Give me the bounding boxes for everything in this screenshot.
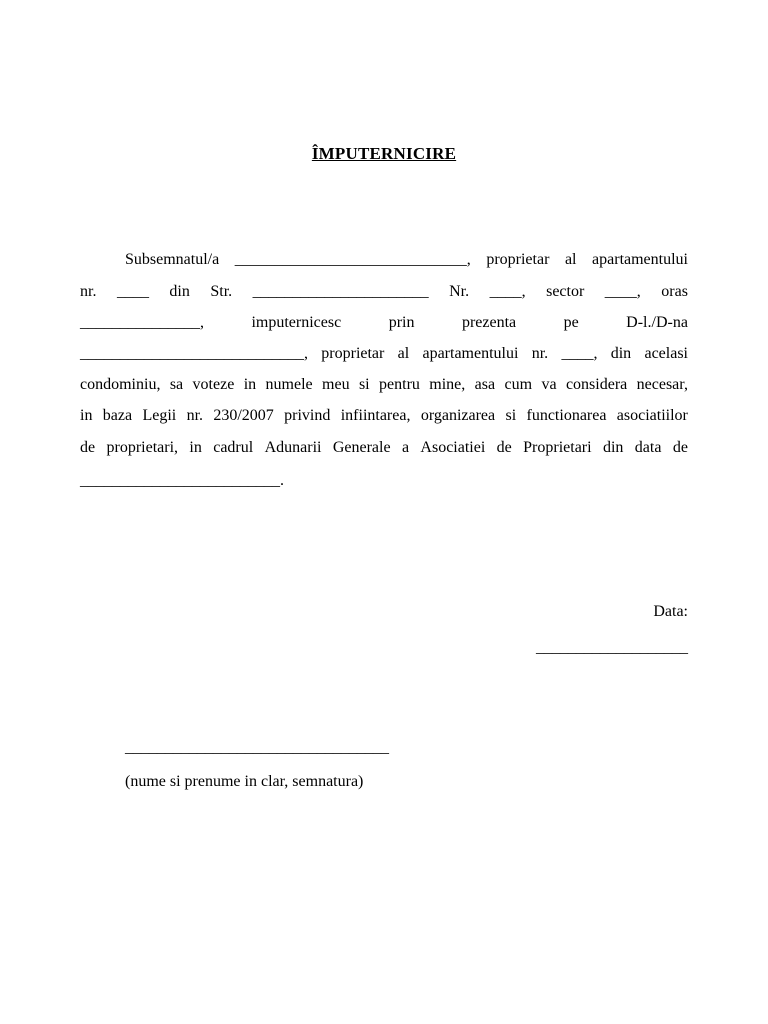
word: Generale <box>332 439 391 456</box>
word: meu <box>322 376 350 393</box>
word: al <box>397 345 410 362</box>
word: sa <box>169 376 184 393</box>
word: 230/2007 <box>213 407 274 424</box>
word: in <box>189 439 202 456</box>
word: asa <box>474 376 496 393</box>
word: ____, <box>604 283 641 300</box>
word: asociatiilor <box>616 407 688 424</box>
word: privind <box>284 407 331 424</box>
word: proprietari, <box>106 439 179 456</box>
word: in <box>243 376 257 393</box>
word: prin <box>388 314 415 331</box>
word: Proprietari <box>523 439 592 456</box>
word: din <box>169 283 190 300</box>
paragraph-line <box>80 406 688 426</box>
word: de <box>672 439 688 456</box>
word: de <box>496 439 512 456</box>
word: cum <box>504 376 533 393</box>
word: necesar, <box>636 376 688 393</box>
word: din <box>602 439 624 456</box>
word: ____, <box>561 345 598 362</box>
word: oras <box>661 283 688 300</box>
word: pentru <box>379 376 420 393</box>
word: mine, <box>429 376 466 393</box>
word: functionarea <box>526 407 607 424</box>
word: cadrul <box>213 439 254 456</box>
word: data <box>634 439 662 456</box>
date-blank-line: ___________________ <box>536 639 688 656</box>
word: nr. <box>80 283 97 300</box>
word: si <box>505 407 517 424</box>
signature-line: _________________________________ <box>125 739 389 756</box>
paragraph-line <box>125 250 688 270</box>
word: proprietar <box>321 345 385 362</box>
word: din <box>610 345 632 362</box>
word: _____________________________, <box>234 251 471 268</box>
word: ______________________ <box>252 283 429 300</box>
word: proprietar <box>486 251 550 268</box>
word: Nr. <box>449 283 470 300</box>
word: infiintarea, <box>340 407 411 424</box>
word: al <box>564 251 577 268</box>
word: organizarea <box>420 407 496 424</box>
word: Adunarii <box>264 439 322 456</box>
document-last-line: _________________________. <box>80 472 284 489</box>
word: va <box>541 376 557 393</box>
paragraph-line <box>80 344 688 364</box>
word: sector <box>546 283 585 300</box>
word: apartamentului <box>422 345 519 362</box>
word: ____ <box>116 283 149 300</box>
word: pe <box>563 314 579 331</box>
paragraph-line <box>80 282 688 302</box>
word: in <box>80 407 93 424</box>
word: si <box>358 376 370 393</box>
word: nr. <box>186 407 204 424</box>
word: numele <box>265 376 313 393</box>
word: imputernicesc <box>251 314 342 331</box>
word: Asociatiei <box>420 439 486 456</box>
word: baza <box>102 407 133 424</box>
word: condominiu, <box>80 376 161 393</box>
paragraph-line <box>80 313 688 333</box>
word: Legii <box>142 407 177 424</box>
word: Subsemnatul/a <box>125 251 220 268</box>
word: acelasi <box>644 345 688 362</box>
word: ____________________________, <box>80 345 308 362</box>
word: de <box>80 439 96 456</box>
word: voteze <box>192 376 235 393</box>
word: ____, <box>489 283 526 300</box>
date-label: Data: <box>653 603 688 620</box>
word: Str. <box>210 283 233 300</box>
word: considera <box>565 376 628 393</box>
word: _______________, <box>80 314 204 331</box>
word: apartamentului <box>592 251 688 268</box>
word: D-l./D-na <box>626 314 688 331</box>
signature-caption: (nume si prenume in clar, semnatura) <box>125 773 364 790</box>
word: nr. <box>531 345 549 362</box>
paragraph-line <box>80 375 688 395</box>
word: a <box>401 439 410 456</box>
word: prezenta <box>461 314 517 331</box>
document-title: ÎMPUTERNICIRE <box>311 144 457 163</box>
paragraph-line <box>80 438 688 458</box>
